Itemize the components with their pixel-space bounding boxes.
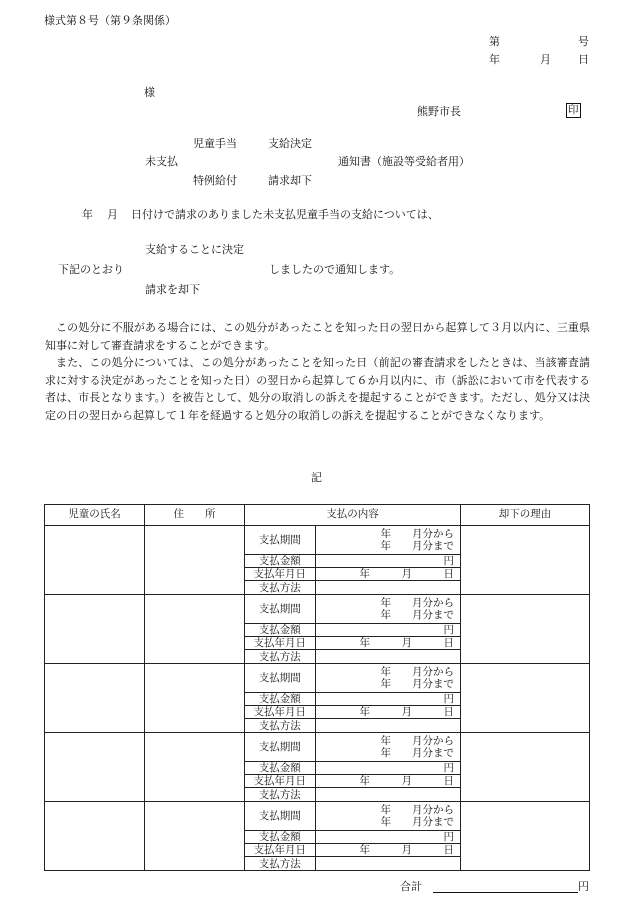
period-to: 年 月分まで [380, 539, 454, 552]
title-notice: 通知書（施設等受給者用） [338, 155, 470, 168]
issuer-name: 熊野市長 [417, 105, 461, 118]
amount-value[interactable]: 円 [315, 623, 460, 636]
period-from: 年 月分から [380, 803, 454, 816]
number-go: 号 [578, 35, 589, 48]
address-cell[interactable] [145, 664, 245, 733]
notice-lawsuit: また、この処分については、この処分があったことを知った日（前記の審査請求をしたときは、当該審査請求に対する決定があったことを知った日）の翌日から起算して６か月以内に、市（訴訟において市を代表する者は、市長となります。）を被告として、処分の取消しの訴えを提起することができます。ただし、処分又は決定の日の翌日から起算して１年を経過すると処分の取消しの訴えを提起することができなくなります。 [45, 356, 590, 422]
payment-content-cell [245, 733, 461, 802]
date-value[interactable]: 年 月 日 [315, 637, 460, 650]
period-from: 年 月分から [380, 734, 454, 747]
payment-subtable [245, 664, 460, 732]
total-label: 合計 [400, 880, 422, 893]
date-value[interactable]: 年 月 日 [315, 844, 460, 857]
date-tsuki: 月 [540, 53, 551, 66]
label-period: 支払期間 [245, 802, 315, 830]
method-value[interactable] [315, 788, 460, 801]
notice-appeal: この処分に不服がある場合には、この処分があったことを知った日の翌日から起算して３月以内に、三重県知事に対して審査請求をすることができます。 [45, 321, 590, 352]
decision-option-pay: 支給することに決定 [145, 243, 244, 256]
period-from: 年 月分から [380, 665, 454, 678]
date-nen: 年 [489, 53, 500, 66]
label-amount: 支払金額 [245, 692, 315, 705]
label-amount: 支払金額 [245, 761, 315, 774]
decision-suffix: しましたので通知します。 [269, 263, 401, 276]
payment-table [44, 504, 590, 871]
child-name-cell[interactable] [45, 664, 145, 733]
child-name-cell[interactable] [45, 733, 145, 802]
period-value-cell[interactable] [315, 595, 460, 623]
rejection-reason-cell[interactable] [461, 526, 590, 595]
date-value[interactable]: 年 月 日 [315, 706, 460, 719]
number-dai: 第 [489, 35, 500, 48]
address-cell[interactable] [145, 526, 245, 595]
rejection-reason-cell[interactable] [461, 733, 590, 802]
date-value[interactable]: 年 月 日 [315, 775, 460, 788]
total-field[interactable] [433, 879, 578, 893]
title-child-allowance: 児童手当 [193, 137, 237, 150]
table-row [45, 526, 590, 595]
period-value-cell[interactable] [315, 802, 460, 830]
period-value-cell[interactable] [315, 733, 460, 761]
payment-content-cell [245, 802, 461, 871]
amount-value[interactable]: 円 [315, 692, 460, 705]
amount-value[interactable]: 円 [315, 761, 460, 774]
table-row [45, 595, 590, 664]
rejection-reason-cell[interactable] [461, 802, 590, 871]
ki-heading: 記 [311, 471, 322, 484]
method-value[interactable] [315, 719, 460, 732]
label-period: 支払期間 [245, 733, 315, 761]
date-value[interactable]: 年 月 日 [315, 568, 460, 581]
label-date: 支払年月日 [245, 844, 315, 857]
header-payment-content: 支払の内容 [245, 505, 461, 526]
period-to: 年 月分まで [380, 677, 454, 690]
header-child-name: 児童の氏名 [45, 505, 145, 526]
label-method: 支払方法 [245, 581, 315, 594]
header-rejection-reason: 却下の理由 [461, 505, 590, 526]
title-unpaid: 未支払 [145, 155, 178, 168]
title-payment-decision: 支給決定 [268, 137, 312, 150]
label-amount: 支払金額 [245, 830, 315, 843]
table-row [45, 664, 590, 733]
label-date: 支払年月日 [245, 706, 315, 719]
rejection-reason-cell[interactable] [461, 664, 590, 733]
title-special-benefit: 特例給付 [193, 174, 237, 187]
address-cell[interactable] [145, 802, 245, 871]
label-amount: 支払金額 [245, 623, 315, 636]
total-yen: 円 [578, 880, 589, 893]
form-number: 様式第８号（第９条関係） [44, 14, 176, 27]
decision-option-reject: 請求を却下 [145, 283, 200, 296]
intro-text: 日付けで請求のありました未支払児童手当の支給については、 [131, 208, 439, 221]
label-method: 支払方法 [245, 719, 315, 732]
method-value[interactable] [315, 650, 460, 663]
period-to: 年 月分まで [380, 815, 454, 828]
intro-nen: 年 [82, 208, 93, 221]
label-amount: 支払金額 [245, 554, 315, 567]
label-date: 支払年月日 [245, 775, 315, 788]
period-from: 年 月分から [380, 596, 454, 609]
label-period: 支払期間 [245, 595, 315, 623]
method-value[interactable] [315, 581, 460, 594]
label-method: 支払方法 [245, 650, 315, 663]
payment-subtable [245, 526, 460, 594]
table-row [45, 733, 590, 802]
period-to: 年 月分まで [380, 746, 454, 759]
notice-paragraphs [45, 319, 590, 424]
amount-value[interactable]: 円 [315, 554, 460, 567]
address-cell[interactable] [145, 595, 245, 664]
child-name-cell[interactable] [45, 526, 145, 595]
period-from: 年 月分から [380, 527, 454, 540]
payment-subtable [245, 802, 460, 870]
table-row [45, 802, 590, 871]
rejection-reason-cell[interactable] [461, 595, 590, 664]
payment-subtable [245, 595, 460, 663]
seal-stamp: 印 [568, 104, 579, 116]
child-name-cell[interactable] [45, 802, 145, 871]
payment-content-cell [245, 664, 461, 733]
address-cell[interactable] [145, 733, 245, 802]
payment-content-cell [245, 595, 461, 664]
intro-tsuki: 月 [107, 208, 118, 221]
period-to: 年 月分まで [380, 608, 454, 621]
header-address: 住 所 [145, 505, 245, 526]
period-value-cell[interactable] [315, 526, 460, 554]
payment-subtable [245, 733, 460, 801]
label-date: 支払年月日 [245, 637, 315, 650]
title-claim-rejection: 請求却下 [268, 174, 312, 187]
decision-prefix: 下記のとおり [58, 263, 124, 276]
table-header-row [45, 505, 590, 526]
label-date: 支払年月日 [245, 568, 315, 581]
period-value-cell[interactable] [315, 664, 460, 692]
label-method: 支払方法 [245, 788, 315, 801]
label-period: 支払期間 [245, 526, 315, 554]
amount-value[interactable]: 円 [315, 830, 460, 843]
method-value[interactable] [315, 857, 460, 870]
label-period: 支払期間 [245, 664, 315, 692]
addressee-sama: 様 [144, 86, 155, 99]
date-hi: 日 [578, 53, 589, 66]
label-method: 支払方法 [245, 857, 315, 870]
payment-content-cell [245, 526, 461, 595]
child-name-cell[interactable] [45, 595, 145, 664]
